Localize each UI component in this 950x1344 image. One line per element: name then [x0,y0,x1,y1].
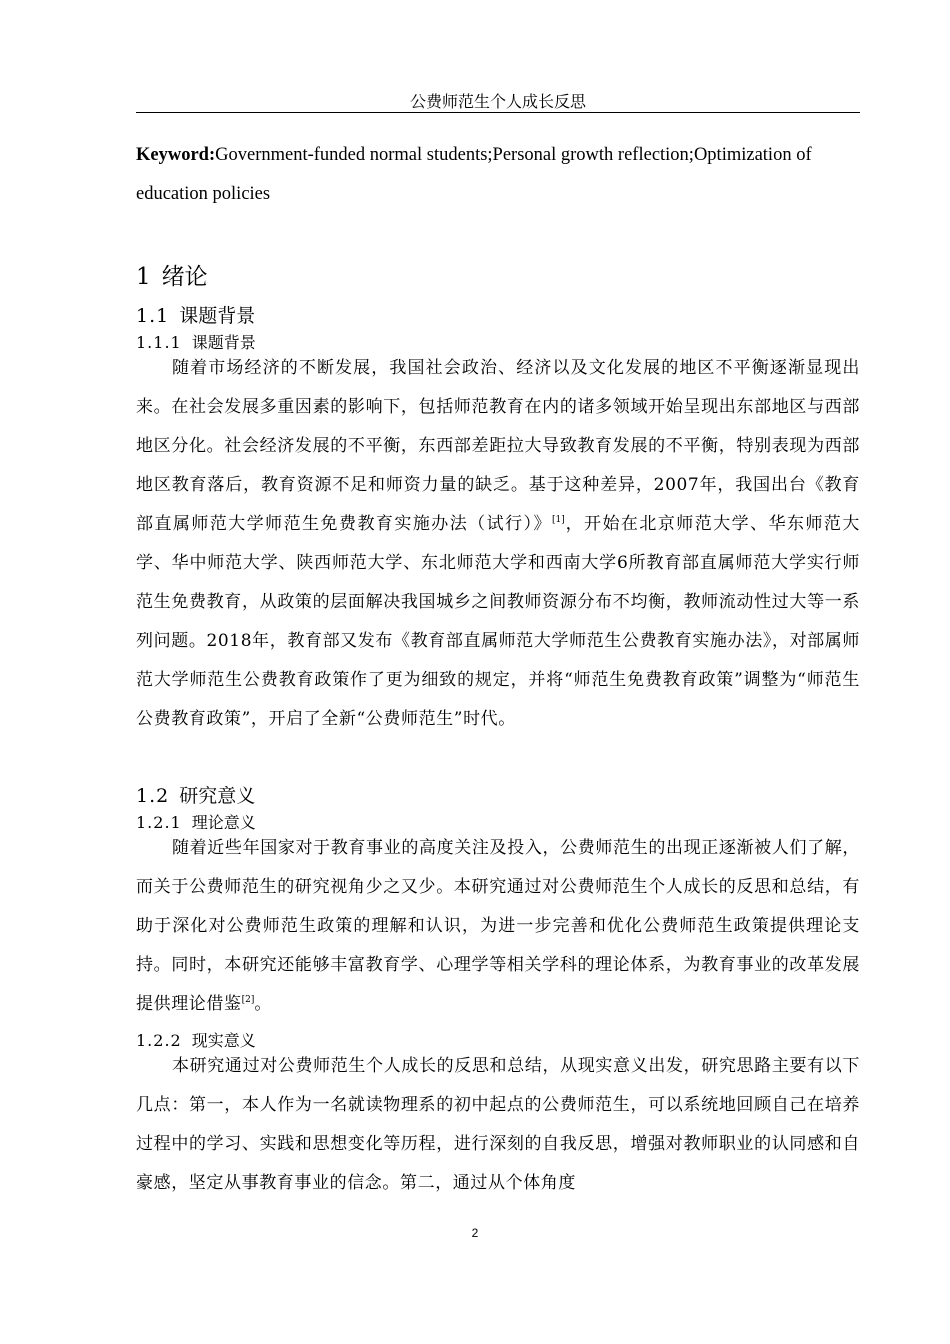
subsection-title: 现实意义 [191,1031,256,1050]
citation-2: [2] [241,995,255,1005]
section-title: 研究意义 [179,785,256,807]
citation-1: [1] [551,515,565,525]
subsection-number: 1.2.1 [136,813,182,832]
section-heading-1-2 [136,784,255,808]
keywords-label: Keyword: [136,145,216,165]
chapter-heading [136,262,208,292]
paragraph-background: 随着市场经济的不断发展，我国社会政治、经济以及文化发展的地区不平衡逐渐显现出来。在社会发展多重因素的影响下，包括师范教育在内的诸多领域开始呈现出东部地区与西部地区分化。社会经济发展的不平衡，东西部差距拉大导致教育发展的不平衡，特别表现为西部地区教育落后，教育资源不足和师资力量的缺乏。基于这种差异，2007年，我国出台《教育部直属师范大学师范生免费教育实施办法（试行）》[1]，开始在北京师范大学、华东师范大学、华中师范大学、陕西师范大学、东北师范大学和西南大学6所教育部直属师范大学实行师范生免费教育，从政策的层面解决我国城乡之间教师资源分布不均衡，教师流动性过大等一系列问题。2018年，教育部又发布《教育部直属师范大学师范生公费教育实施办法》，对部属师范大学师范生公费教育政策作了更为细致的规定，并将“师范生免费教育政策”调整为“师范生公费教育政策”，开启了全新“公费师范生”时代。 [136,358,860,729]
section-number: 1.1 [136,305,170,327]
subsection-title: 课题背景 [191,333,256,352]
section-number: 1.2 [136,785,170,807]
paragraph-practical-significance: 本研究通过对公费师范生个人成长的反思和总结，从现实意义出发，研究思路主要有以下几点：第一，本人作为一名就读物理系的初中起点的公费师范生，可以系统地回顾自己在培养过程中的学习、实践和思想变化等历程，进行深刻的自我反思，增强对教师职业的认同感和自豪感，坚定从事教育事业的信念。第二，通过从个体角度 [136,1056,860,1193]
section-heading-1-1 [136,304,255,328]
chapter-title: 绪论 [161,264,208,290]
subsection-number: 1.2.2 [136,1031,182,1050]
page-number: 2 [471,1226,479,1240]
keywords-text: Government-funded normal students;Personal growth reflection;Optimization of education policies [136,145,812,204]
running-header: 公费师范生个人成长反思 [409,92,586,111]
subsection-number: 1.1.1 [136,333,182,352]
section-title: 课题背景 [179,305,256,327]
subsection-title: 理论意义 [191,813,256,832]
keywords-block [136,136,860,214]
paragraph-theoretical-significance: 随着近些年国家对于教育事业的高度关注及投入，公费师范生的出现正逐渐被人们了解，而关于公费师范生的研究视角少之又少。本研究通过对公费师范生个人成长的反思和总结，有助于深化对公费师范生政策的理解和认识，为进一步完善和优化公费师范生政策提供理论支持。同时，本研究还能够丰富教育学、心理学等相关学科的理论体系，为教育事业的改革发展提供理论借鉴[2]。 [136,838,860,1014]
header-rule [136,112,860,113]
chapter-number: 1 [136,264,152,290]
